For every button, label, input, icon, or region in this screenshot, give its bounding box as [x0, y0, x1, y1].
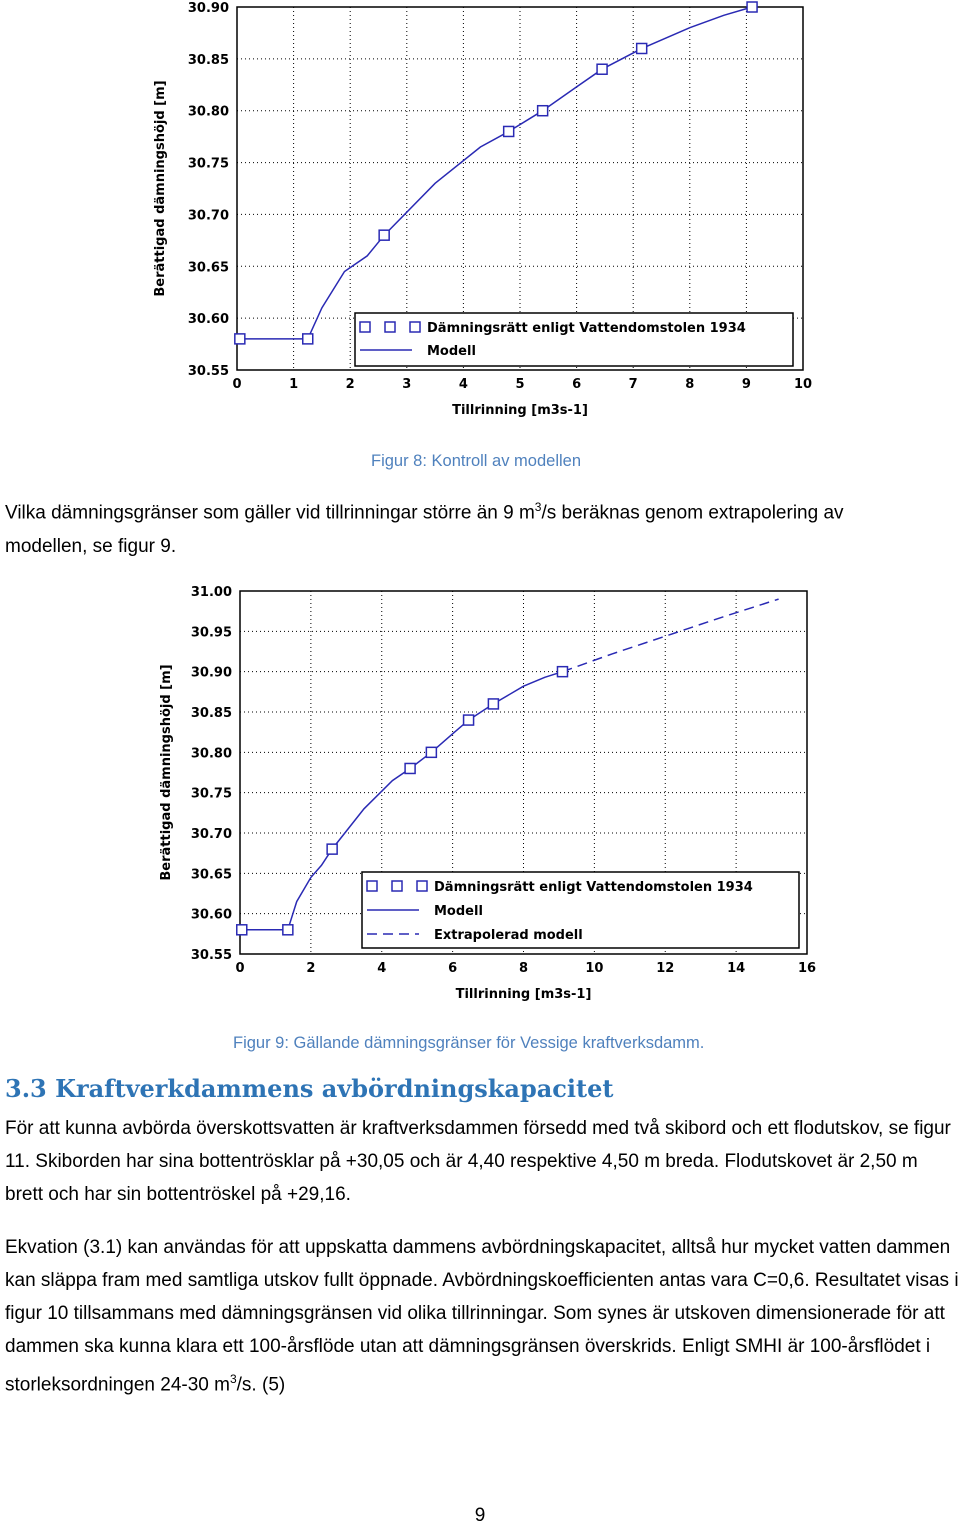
data-point-marker	[303, 334, 313, 344]
x-tick-label: 0	[235, 961, 245, 976]
data-point-marker	[379, 230, 389, 240]
y-tick-label: 30.85	[187, 52, 229, 68]
x-tick-label: 4	[458, 377, 468, 392]
data-point-marker	[283, 925, 293, 935]
x-tick-label: 8	[518, 961, 529, 976]
legend-marker	[385, 322, 395, 332]
data-point-marker	[597, 64, 607, 74]
y-axis-label: Berättigad dämningshöjd [m]	[153, 80, 168, 297]
y-tick-label: 30.80	[187, 104, 229, 120]
x-axis-label: Tillrinning [m3s-1]	[452, 403, 588, 418]
legend-marker	[367, 881, 377, 891]
y-tick-label: 30.75	[190, 786, 232, 802]
legend-marker	[360, 322, 370, 332]
x-tick-label: 8	[685, 377, 695, 392]
data-point-marker	[464, 715, 474, 725]
caption-figure-9: Figur 9: Gällande dämningsgränser för Vessige kraftverksdamm.	[233, 1034, 705, 1052]
y-tick-label: 30.70	[187, 208, 229, 224]
x-tick-label: 0	[232, 377, 242, 392]
x-tick-label: 16	[797, 961, 817, 976]
x-tick-label: 10	[585, 961, 604, 976]
y-tick-label: 30.70	[190, 827, 232, 842]
legend-label: Modell	[427, 344, 476, 359]
section-heading: 3.3 Kraftverkdammens avbördningskapacitet	[5, 1074, 614, 1103]
y-tick-label: 30.90	[190, 665, 232, 681]
section-paragraph-2-end: /s. (5)	[236, 1374, 286, 1396]
data-point-marker	[747, 2, 757, 12]
y-tick-label: 30.55	[187, 364, 229, 379]
intro-superscript: 3	[534, 500, 542, 514]
x-tick-label: 4	[377, 961, 387, 976]
data-point-marker	[237, 925, 247, 935]
x-tick-label: 9	[741, 377, 751, 392]
intro-text-3: modellen, se figur 9.	[5, 536, 177, 558]
y-tick-label: 30.55	[190, 948, 232, 963]
data-point-marker	[405, 763, 415, 773]
section-paragraph-2-sup: 3	[229, 1372, 237, 1386]
x-tick-label: 7	[628, 377, 638, 392]
x-tick-label: 6	[448, 961, 458, 976]
data-point-marker	[488, 699, 498, 709]
legend-label: Extrapolerad modell	[434, 928, 583, 943]
x-tick-label: 12	[656, 961, 675, 976]
data-point-marker	[538, 106, 548, 116]
section-paragraph-1: För att kunna avbörda överskottsvatten är kraftverksdammen försedd med två skibord och ett flodutskov, se figur 11. Skiborden har sina bottentrösklar på +30,05 och är 4,40 respektive 4,50 m breda. Flodutskovet är 2,50 m brett och har sin bottentröskel på +29,16.	[5, 1118, 951, 1205]
y-tick-label: 30.90	[187, 1, 229, 16]
data-point-marker	[637, 43, 647, 53]
y-tick-label: 30.80	[190, 746, 232, 762]
data-point-marker	[327, 844, 337, 854]
y-tick-label: 30.85	[190, 706, 232, 721]
intro-text-1: Vilka dämningsgränser som gäller vid tillrinningar större än 9 m	[5, 502, 535, 524]
x-tick-label: 14	[727, 961, 746, 976]
page-number: 9	[474, 1505, 486, 1526]
y-tick-label: 30.95	[190, 625, 232, 641]
legend-label: Modell	[434, 904, 483, 919]
section-paragraph-2-text: Ekvation (3.1) kan användas för att uppskatta dammens avbördningskapacitet, alltså hur mycket vatten dammen kan släppa fram med samtliga utskov fullt öppnade. Avbördningskoefficienten antas vara C=0,6. Resultatet visas i figur 10 tillsammans med dämningsgränsen vid olika tillrinningar. Som synes är utskoven dimensionerade för att dammen ska kunna klara ett 100-årsflöde utan att dämningsgränsen överskrids. Enligt SMHI är 100-årsflödet i storleksordningen 24-30 m	[5, 1237, 959, 1396]
data-point-marker	[426, 747, 436, 757]
legend-marker	[410, 322, 420, 332]
data-point-marker	[235, 334, 245, 344]
x-tick-label: 3	[402, 377, 412, 392]
chart-figure-8	[0, 0, 960, 440]
x-tick-label: 1	[289, 377, 299, 392]
legend-label: Dämningsrätt enligt Vattendomstolen 1934	[434, 880, 753, 895]
y-tick-label: 31.00	[190, 585, 232, 600]
chart-figure-9	[0, 575, 960, 1015]
legend-marker	[417, 881, 427, 891]
y-tick-label: 30.60	[190, 907, 232, 923]
data-point-marker	[504, 126, 514, 136]
legend-label: Dämningsrätt enligt Vattendomstolen 1934	[427, 321, 746, 336]
y-tick-label: 30.65	[187, 260, 229, 276]
x-tick-label: 10	[793, 377, 813, 392]
series-line-extrapolated	[563, 599, 779, 672]
y-tick-label: 30.75	[187, 156, 229, 172]
y-tick-label: 30.65	[190, 867, 232, 883]
y-axis-label: Berättigad dämningshöjd [m]	[159, 664, 174, 881]
x-tick-label: 2	[306, 961, 316, 976]
y-tick-label: 30.60	[187, 312, 229, 328]
data-point-marker	[557, 667, 567, 677]
x-axis-label: Tillrinning [m3s-1]	[455, 987, 592, 1002]
x-tick-label: 2	[345, 377, 355, 392]
x-tick-label: 5	[515, 377, 525, 392]
intro-text-2: /s beräknas genom extrapolering av	[541, 502, 844, 524]
series-line-model	[240, 7, 752, 339]
caption-figure-8: Figur 8: Kontroll av modellen	[371, 452, 582, 470]
section-paragraph-2	[5, 1231, 960, 1401]
intro-paragraph	[5, 490, 960, 564]
x-tick-label: 6	[572, 377, 582, 392]
legend-marker	[392, 881, 402, 891]
